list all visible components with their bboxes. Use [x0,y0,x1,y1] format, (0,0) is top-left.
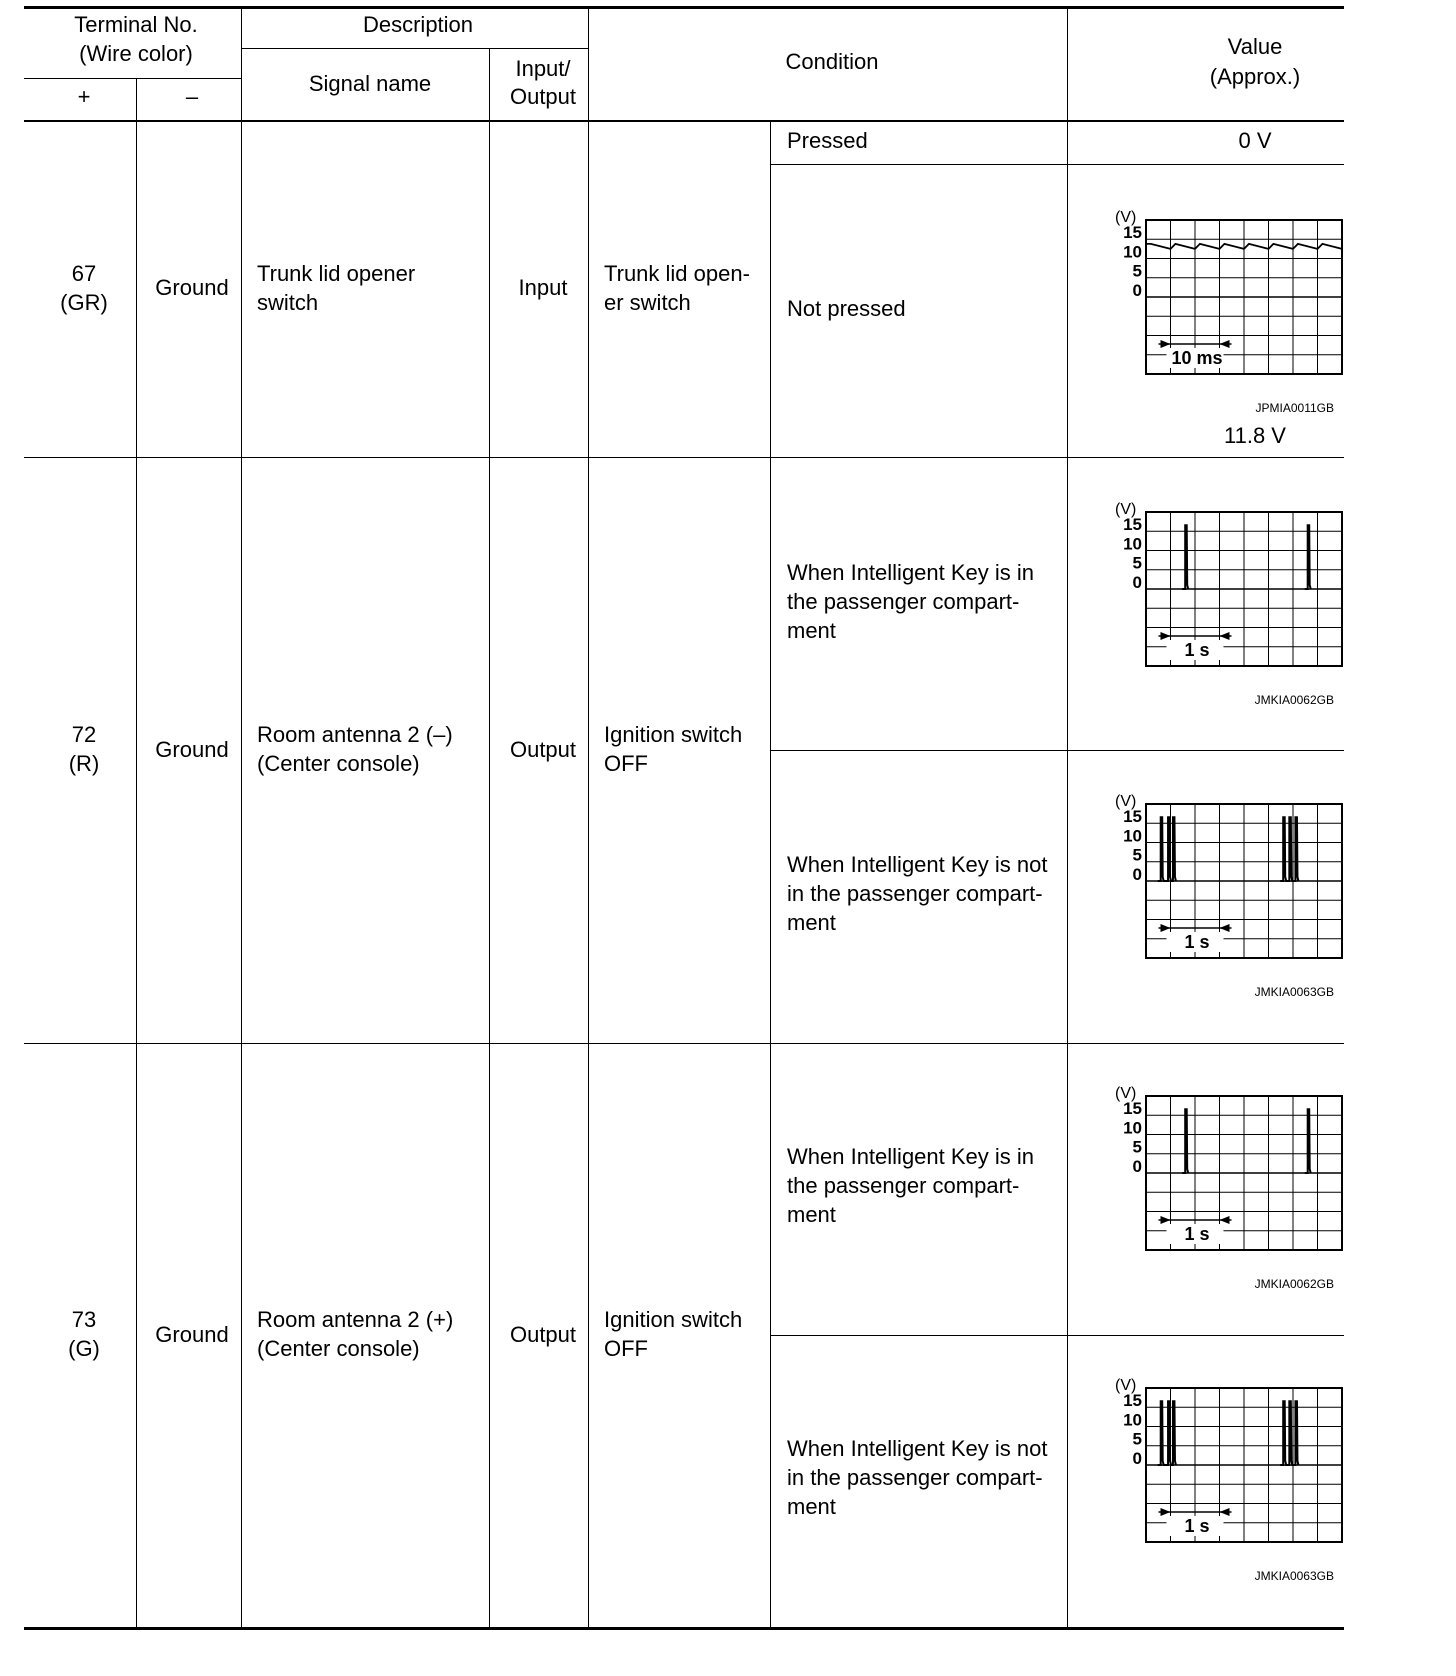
row-67-bottom-rule [24,457,1344,458]
row-67-sub-rule [770,164,1344,165]
scope-tick-label: 5 [1132,261,1142,281]
waveform-pulse [1305,1109,1311,1173]
column-rule-value [1067,6,1068,1629]
waveform-pulse [1182,525,1188,589]
row-67-signal-line-1: Trunk lid opener [257,261,416,286]
oscilloscope-single-pulse [1110,498,1350,683]
header-description: Description [362,12,474,37]
time-arrow-left [1161,632,1171,640]
header-input: Input/ [515,56,571,81]
header-terminal-no: Terminal No. [74,12,198,37]
row-72-condition-line-2: OFF [604,751,648,776]
oscilloscope-ripple [1110,206,1350,391]
row-73-sub1-condition-line-2: the passenger compart- [787,1173,1020,1198]
column-rule-subcondition [770,121,771,1629]
row-72-minus: Ground [155,737,229,762]
row-67-terminal: 67 [71,261,97,286]
time-arrow-right [1220,924,1230,932]
row-72-terminal: 72 [71,722,97,747]
row-72-signal-line-2: (Center console) [257,751,420,776]
scope-unit-label: (V) [1115,501,1137,518]
scope-tick-label: 15 [1123,515,1142,534]
time-arrow-left [1161,1508,1171,1516]
scope-tick-label: 0 [1132,864,1142,884]
row-72-signal-line-1: Room antenna 2 (–) [257,722,453,747]
row-72-wire: (R) [68,751,100,776]
row-73-sub2-condition-line-1: When Intelligent Key is not [787,1436,1048,1461]
scope-tick-label: 10 [1123,1410,1142,1430]
waveform-pulse [1158,1401,1176,1465]
row-73-sub-rule [770,1335,1344,1336]
scope-tick-label: 5 [1132,1429,1142,1449]
row-73-signal-line-2: (Center console) [257,1336,420,1361]
header-minus: – [185,84,199,109]
scope-tick-label: 15 [1123,1099,1142,1118]
row-72-io: Output [509,737,577,762]
scope-tick-label: 10 [1123,242,1142,262]
scope-tick-label: 0 [1132,1448,1142,1468]
scope-tick-label: 0 [1132,1156,1142,1176]
figure-id: JPMIA0011GB [1255,401,1334,415]
scope-tick-label: 5 [1132,845,1142,865]
header-wire-color: (Wire color) [79,41,193,66]
scope-unit-label: (V) [1115,1377,1137,1394]
figure-id: JMKIA0062GB [1254,1277,1334,1291]
figure-id: JMKIA0063GB [1254,1569,1334,1583]
row-67-sub1-condition: Pressed [787,128,868,153]
header-value: Value [1227,34,1283,59]
scope-tick-label: 15 [1123,1391,1142,1410]
row-67-condition-line-1: Trunk lid open- [604,261,750,286]
row-72-sub1-condition-line-2: the passenger compart- [787,589,1020,614]
row-72-sub1-condition-line-3: ment [787,618,836,643]
row-73-minus: Ground [155,1322,229,1347]
row-67-minus: Ground [155,275,229,300]
table-top-rule [24,6,1344,9]
row-73-signal-line-1: Room antenna 2 (+) [257,1307,454,1332]
header-signal-name: Signal name [308,71,432,96]
row-67-signal-line-2: switch [257,290,319,315]
time-division-label: 1 s [1184,932,1210,952]
column-rule-condition [588,6,589,1629]
row-72-condition-line-1: Ignition switch [604,722,743,747]
header-bottom-rule [24,120,1344,122]
figure-id: JMKIA0063GB [1254,985,1334,999]
row-73-wire: (G) [68,1336,100,1361]
scope-tick-label: 5 [1132,553,1142,573]
oscilloscope-triple-pulse [1110,790,1350,975]
scope-tick-label: 10 [1123,534,1142,554]
scope-unit-label: (V) [1115,793,1137,810]
column-rule-io [489,48,490,1629]
row-73-condition-line-1: Ignition switch [604,1307,743,1332]
time-arrow-right [1220,1508,1230,1516]
scope-tick-label: 10 [1123,1118,1142,1138]
row-73-sub1-condition-line-1: When Intelligent Key is in [787,1144,1035,1169]
row-72-sub2-condition-line-3: ment [787,910,836,935]
scope-tick-label: 0 [1132,572,1142,592]
row-72-sub2-condition-line-1: When Intelligent Key is not [787,852,1048,877]
time-arrow-left [1161,340,1171,348]
row-72-sub1-condition-line-1: When Intelligent Key is in [787,560,1035,585]
row-73-terminal: 73 [71,1307,97,1332]
row-67-condition-line-2: er switch [604,290,691,315]
row-67-sub1-value: 0 V [1238,128,1272,153]
row-67-sub2-value: 11.8 V [1224,423,1286,448]
scope-tick-label: 15 [1123,223,1142,242]
row-73-io: Output [509,1322,577,1347]
waveform-pulse [1182,1109,1188,1173]
time-arrow-right [1220,1216,1230,1224]
waveform-pulse [1280,1401,1298,1465]
scope-tick-label: 5 [1132,1137,1142,1157]
scope-unit-label: (V) [1115,1085,1137,1102]
scope-tick-label: 15 [1123,807,1142,826]
row-72-sub2-condition-line-2: in the passenger compart- [787,881,1043,906]
row-72-sub-rule [770,750,1344,751]
row-73-sub1-condition-line-3: ment [787,1202,836,1227]
oscilloscope-single-pulse [1110,1082,1350,1267]
row-73-condition-line-2: OFF [604,1336,648,1361]
waveform-pulse [1280,817,1298,881]
table-bottom-rule [24,1627,1344,1630]
header-plus: + [77,84,91,109]
time-division-label: 1 s [1184,1516,1210,1536]
row-73-sub2-condition-line-2: in the passenger compart- [787,1465,1043,1490]
scope-tick-label: 10 [1123,826,1142,846]
time-division-label: 10 ms [1171,348,1223,368]
row-72-bottom-rule [24,1043,1344,1044]
row-67-sub2-condition: Not pressed [787,296,906,321]
scope-unit-label: (V) [1115,209,1137,226]
column-rule-minus [136,78,137,1629]
row-73-sub2-condition-line-3: ment [787,1494,836,1519]
row-67-io: Input [518,275,568,300]
header-rule-terminal [24,78,241,79]
figure-id: JMKIA0062GB [1254,693,1334,707]
time-arrow-left [1161,924,1171,932]
header-rule-description [241,48,588,49]
row-67-wire: (GR) [60,290,108,315]
time-division-label: 1 s [1184,640,1210,660]
header-approx: (Approx.) [1209,64,1301,89]
time-division-label: 1 s [1184,1224,1210,1244]
header-condition: Condition [785,49,879,74]
time-arrow-left [1161,1216,1171,1224]
oscilloscope-triple-pulse [1110,1374,1350,1559]
scope-tick-label: 0 [1132,280,1142,300]
time-arrow-right [1220,632,1230,640]
time-arrow-right [1220,340,1230,348]
waveform-pulse [1305,525,1311,589]
waveform-pulse [1158,817,1176,881]
header-output: Output [509,84,577,109]
column-rule-signal [241,6,242,1629]
